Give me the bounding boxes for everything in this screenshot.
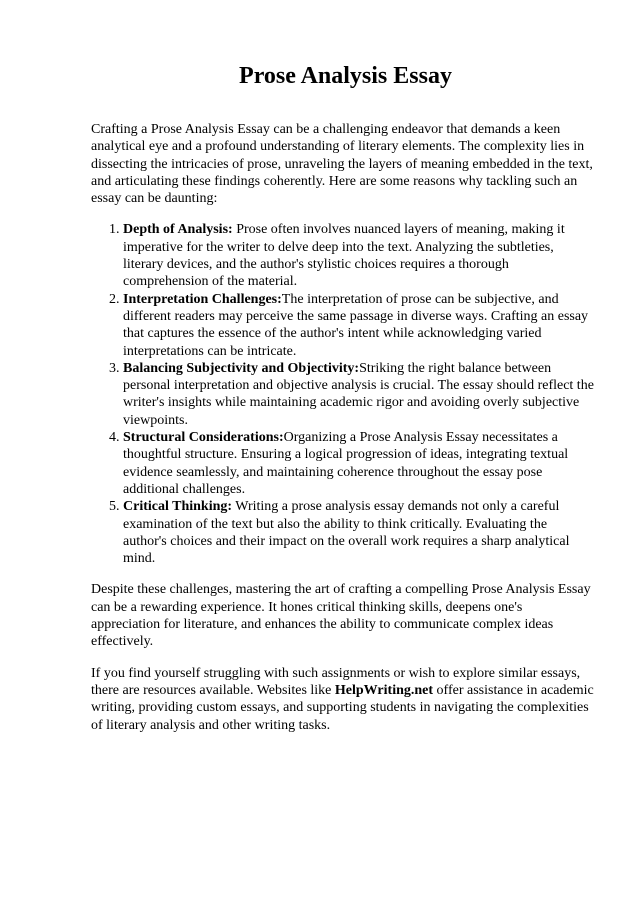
- reason-text: Striking the right balance between personal interpretation and objective analysis is crucial. The essay should reflect the writer's insights while maintaining academic rigor and avoiding overly subjective viewpoints.: [123, 360, 594, 428]
- list-item: [123, 429, 594, 498]
- list-item: [123, 291, 594, 360]
- reason-text: Prose often involves nuanced layers of meaning, making it imperative for the writer to delve deep into the text. Analyzing the subtleties, literary devices, and the author's stylistic choices requires a thorough comprehension of the material.: [123, 222, 565, 290]
- list-item: [123, 221, 594, 290]
- conclusion-paragraph: Despite these challenges, mastering the art of crafting a compelling Prose Analysis Essay can be a rewarding experience. It hones critical thinking skills, deepens one's appreciation for literature, and enhances the ability to communicate complex ideas effectively.: [91, 582, 591, 650]
- reason-term: Depth of Analysis:: [123, 222, 233, 238]
- reason-text: The interpretation of prose can be subjective, and different readers may perceive the same passage in diverse ways. Crafting an essay that captures the essence of the author's intent while acknowledging varied interpretations can be intricate.: [123, 291, 589, 359]
- closing-text-before: If you find yourself struggling with such assignments or wish to explore similar essays, there are resources available. Websites like: [91, 665, 581, 698]
- reason-term: Structural Considerations:: [123, 430, 284, 446]
- closing-text-after: offer assistance in academic writing, providing custom essays, and supporting students in navigating the complexities of literary analysis and other writing tasks.: [91, 682, 594, 733]
- reasons-list: [91, 221, 594, 567]
- list-item: [123, 498, 594, 567]
- closing-paragraph: [91, 665, 594, 734]
- reason-term: Balancing Subjectivity and Objectivity:: [123, 360, 360, 376]
- reason-term: Critical Thinking:: [123, 499, 233, 515]
- reason-term: Interpretation Challenges:: [123, 291, 282, 307]
- reason-text: Writing a prose analysis essay demands not only a careful examination of the text but also the ability to think critically. Evaluating the author's choices and their impact on the overall work requires a sharp analytical mind.: [123, 499, 570, 567]
- reason-text: Organizing a Prose Analysis Essay necessitates a thoughtful structure. Ensuring a logical progression of ideas, integrating textual evidence seamlessly, and maintaining coherence throughout the essay pose additional challenges.: [123, 430, 569, 497]
- page-title: Prose Analysis Essay: [239, 63, 452, 89]
- intro-paragraph: Crafting a Prose Analysis Essay can be a challenging endeavor that demands a keen analytical eye and a profound understanding of literary elements. The complexity lies in dissecting the intricacies of prose, unraveling the layers of meaning embedded in the text, and articulating these findings coherently. Here are some reasons why tackling such an essay can be daunting:: [91, 122, 593, 207]
- helpwriting-link[interactable]: HelpWriting.net: [334, 682, 434, 698]
- list-item: [123, 360, 594, 429]
